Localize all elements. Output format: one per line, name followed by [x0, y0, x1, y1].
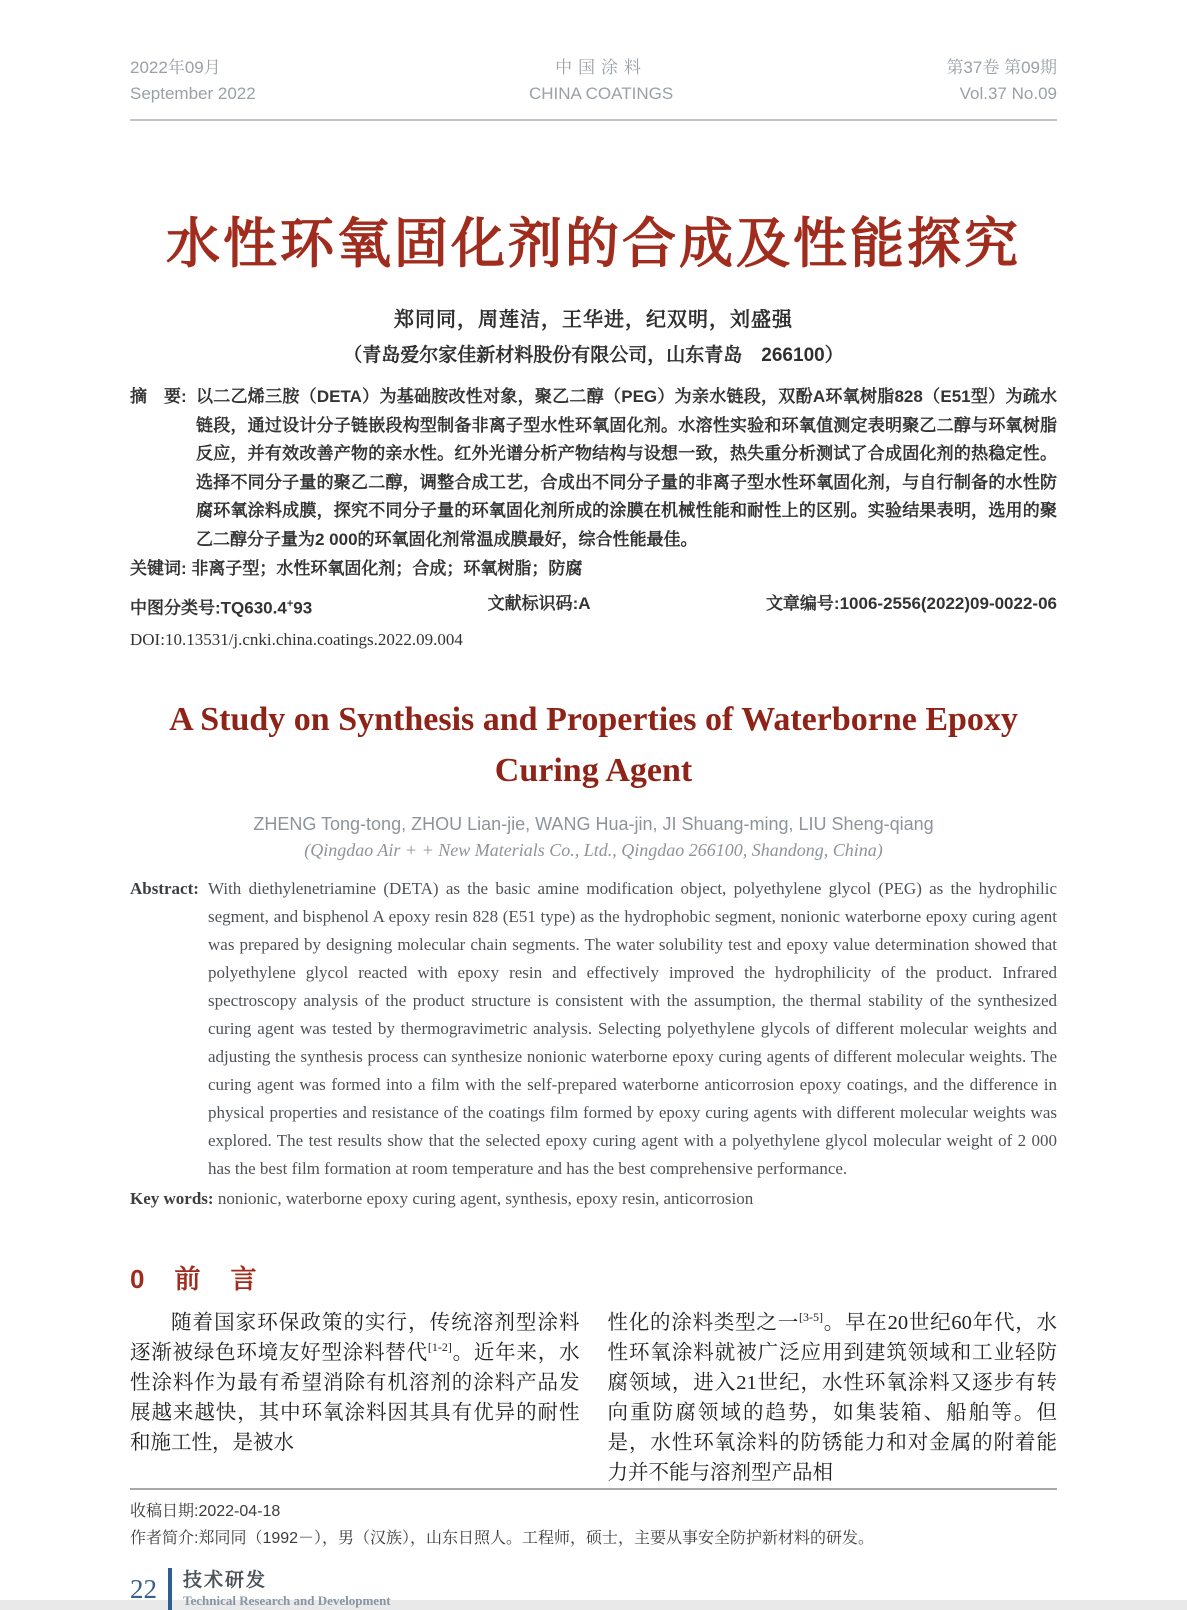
header-date: [130, 55, 256, 107]
clc-tail: 93: [293, 598, 313, 618]
page-header: [130, 55, 1057, 121]
authors-en: ZHENG Tong-tong, ZHOU Lian-jie, WANG Hua-jin, JI Shuang-ming, LIU Sheng-qiang: [253, 814, 934, 835]
keywords-en-text: nonionic, waterborne epoxy curing agent, synthesis, epoxy resin, anticorrosion: [217, 1189, 754, 1209]
abstract-en-block: [130, 875, 1057, 1183]
article-title-cn: 水性环氧固化剂的合成及性能探究: [166, 214, 1021, 274]
header-date-cn: 2022年09月: [130, 58, 221, 77]
footer-divider-bar: [168, 1568, 172, 1610]
article-number: 文章编号:1006-2556(2022)09-0022-06: [765, 593, 1057, 613]
clc-superscript: +: [286, 597, 294, 610]
authors-cn: 郑同同，周莲洁，王华进，纪双明，刘盛强: [394, 309, 793, 332]
clc-number: [130, 591, 312, 622]
document-code: 文献标识码:A: [487, 593, 591, 613]
footnote-block: [130, 1488, 1057, 1552]
intro-columns: [130, 1308, 1057, 1488]
header-issue-cn: 第37卷 第09期: [946, 58, 1057, 77]
meta-row: [130, 591, 1057, 622]
intro-paragraph-right: [608, 1308, 1058, 1488]
author-bio-line: 作者简介:郑同同（1992－），男（汉族），山东日照人。工程师，硕士，主要从事安全防护新材料的研发。: [130, 1530, 875, 1548]
intro-left-text: 随着国家环保政策的实行，传统溶剂型涂料逐渐被绿色环境友好型涂料替代: [130, 1312, 580, 1365]
page-footer: [130, 1568, 1057, 1610]
intro-right-text-cont: 。早在20世纪60年代，水性环氧涂料就被广泛应用到建筑领域和工业轻防腐领域，进入21世纪，水性环氧涂料又逐步有转向重防腐领域的趋势，如集装箱、船舶等。但是，水性环氧涂料的防锈能力和对金属的附着能力并不能与溶剂型产品相: [607, 1312, 1058, 1485]
affiliation-cn: （青岛爱尔家佳新材料股份有限公司，山东青岛 266100）: [343, 345, 844, 367]
affiliation-en: (Qingdao Air + + New Materials Co., Ltd., Qingdao 266100, Shandong, China): [304, 840, 883, 861]
column-title-en: Technical Research and Development: [183, 1593, 391, 1609]
header-date-en: September 2022: [130, 84, 256, 103]
page-number: 22: [130, 1573, 157, 1604]
clc-label: 中图分类号:TQ630.4: [130, 598, 287, 618]
abstract-en-label: Abstract:: [130, 879, 199, 899]
header-journal-cn: 中国涂料: [555, 58, 648, 77]
abstract-cn-label: 摘 要:: [130, 387, 187, 407]
keywords-cn-text: 非离子型；水性环氧固化剂；合成；环氧树脂；防腐: [191, 559, 583, 579]
header-issue: [946, 55, 1057, 107]
reference-marker-3-5: [3-5]: [798, 1310, 823, 1325]
column-title-cn: 技术研发: [183, 1570, 268, 1592]
reference-marker-1-2: [1-2]: [427, 1340, 452, 1355]
intro-paragraph-left: [130, 1308, 580, 1488]
abstract-en-text: With diethylenetriamine (DETA) as the basic amine modification object, polyethylene glycol (PEG) as the hydrophilic segment, and bisphenol A epoxy resin 828 (E51 type) as the hydrophobic segment, nonionic waterborne epoxy curing agent was prepared by designing molecular chain segments. The water solubility test and epoxy value determination showed that polyethylene glycol reacted with epoxy resin and effectively improved the hydrophilicity of the product. Infrared spectroscopy analysis of the product structure is consistent with the assumption, the thermal stability of the synthesized curing agent was tested by thermogravimetric analysis. Selecting polyethylene glycols of different molecular weights and adjusting the synthesis process can synthesize nonionic waterborne epoxy curing agents of different molecular weights. The curing agent was formed into a film with the self-prepared waterborne anticorrosion epoxy coatings, and the difference in physical properties and resistance of the coatings film formed by epoxy curing agents with different molecular weights was explored. The test results show that the selected epoxy curing agent with a polyethylene glycol molecular weight of 2 000 has the best film formation at room temperature and has the best comprehensive performance.: [208, 879, 1057, 1179]
section-heading-intro: 0 前 言: [130, 1264, 259, 1295]
article-title-en: A Study on Synthesis and Properties of Waterborne Epoxy Curing Agent: [169, 701, 1018, 790]
header-journal: [529, 55, 673, 107]
abstract-cn-block: [130, 383, 1057, 554]
intro-right-text: 性化的涂料类型之一: [607, 1312, 799, 1335]
received-date-line: 收稿日期:2022-04-18: [130, 1503, 281, 1521]
keywords-cn-line: [130, 555, 1057, 584]
keywords-en-line: [130, 1185, 1057, 1213]
header-journal-en: CHINA COATINGS: [528, 84, 674, 103]
column-title-block: [183, 1569, 391, 1609]
keywords-cn-label: 关键词:: [130, 559, 187, 579]
header-issue-en: Vol.37 No.09: [959, 84, 1057, 103]
intro-left-text-cont: 。近年来，水性涂料作为最有希望消除有机溶剂的涂料产品发展越来越快，其中环氧涂料因其具有优异的耐性和施工性，是被水: [130, 1342, 580, 1455]
doi-line: DOI:10.13531/j.cnki.china.coatings.2022.09.004: [130, 630, 463, 650]
keywords-en-label: Key words:: [130, 1189, 214, 1209]
abstract-cn-text: 以二乙烯三胺（DETA）为基础胺改性对象，聚乙二醇（PEG）为亲水链段，双酚A环氧树脂828（E51型）为疏水链段，通过设计分子链嵌段构型制备非离子型水性环氧固化剂。水溶性实验和环氧值测定表明聚乙二醇与环氧树脂反应，并有效改善产物的亲水性。红外光谱分析产物结构与设想一致，热失重分析测试了合成固化剂的热稳定性。选择不同分子量的聚乙二醇，调整合成工艺，合成出不同分子量的非离子型水性环氧固化剂，与自行制备的水性防腐环氧涂料成膜，探究不同分子量的环氧固化剂所成的涂膜在机械性能和耐性上的区别。实验结果表明，选用的聚乙二醇分子量为2 000的环氧固化剂常温成膜最好，综合性能最佳。: [196, 387, 1057, 549]
